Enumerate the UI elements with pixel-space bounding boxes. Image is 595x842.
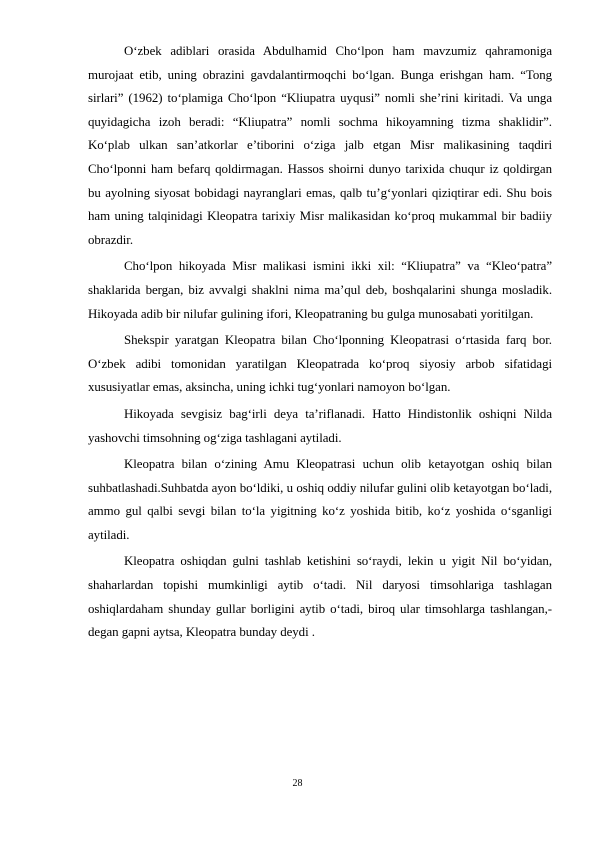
- page-number: 28: [292, 778, 303, 789]
- body-text: [88, 40, 552, 648]
- paragraph-4: Hikoyada sevgisiz bag‘irli deya ta’riflanadi. Hatto Hindistonlik oshiqni Nilda yashovchi timsohning og‘ziga tashlagani aytiladi.: [88, 406, 552, 445]
- paragraph-6: Kleopatra oshiqdan gulni tashlab ketishini so‘raydi, lekin u yigit Nil bo‘yidan, shaharlardan topishi mumkinligi aytib o‘tadi. Nil daryosi timsohlariga tashlagan oshiqlardaham shunday gullar borligini aytib o‘tadi, biroq ular timsohlarga tashlangan,-degan gapni aytsa, Kleopatra bunday deydi .: [88, 554, 552, 640]
- paragraph-1: O‘zbek adiblari orasida Abdulhamid Cho‘lpon ham mavzumiz qahramoniga murojaat etib, uning obrazini gavdalantirmoqchi bo‘lgan. Bunga erishgan ham. “Tong sirlari” (1962) to‘plamiga Cho‘lpon “Kliupatra uyqusi” nomli she’rini kiritadi. Va unga quyidagicha izoh beradi: “Kliupatra” nomli sochma hikoyamning tizma shaklidir”. Ko‘plab ulkan san’atkorlar e’tiborini o‘ziga jalb etgan Misr malikasining taqdiri Cho‘lponni ham befarq qoldirmagan. Hassos shoirni dunyo tarixida chuqur iz qoldirgan bu ayolning siyosat bobidagi nayranglari emas, qalb tu’g‘yonlari qiziqtirar edi. Shu bois ham uning talqinidagi Kleopatra tarixiy Misr malikasidan ko‘proq mukammal bir badiiy obrazdir.: [88, 44, 552, 247]
- paragraph-2: Cho‘lpon hikoyada Misr malikasi ismini ikki xil: “Kliupatra” va “Kleo‘patra” shaklarida bergan, biz avvalgi shaklni nima ma’qul deb, boshqalarini shunga mosladik. Hikoyada adib bir nilufar gulining ifori, Kleopatraning bu gulga munosabati yoritilgan.: [88, 259, 552, 321]
- paragraph-3: Shekspir yaratgan Kleopatra bilan Cho‘lponning Kleopatrasi o‘rtasida farq bor. O‘zbek adibi tomonidan yaratilgan Kleopatrada ko‘proq siyosiy arbob sifatidagi xususiyatlar emas, aksincha, uning ichki tug‘yonlari namoyon bo‘lgan.: [88, 333, 552, 395]
- paragraph-5: Kleopatra bilan o‘zining Amu Kleopatrasi uchun olib ketayotgan oshiq bilan suhbatlashadi.Suhbatda ayon bo‘ldiki, u oshiq oddiy nilufar gulini olib ketayotgan bo‘ladi, ammo gul qalbi sevgi bilan to‘la yigitning ko‘z yoshida bitib, ko‘z yoshida o‘sganligi aytiladi.: [88, 457, 552, 542]
